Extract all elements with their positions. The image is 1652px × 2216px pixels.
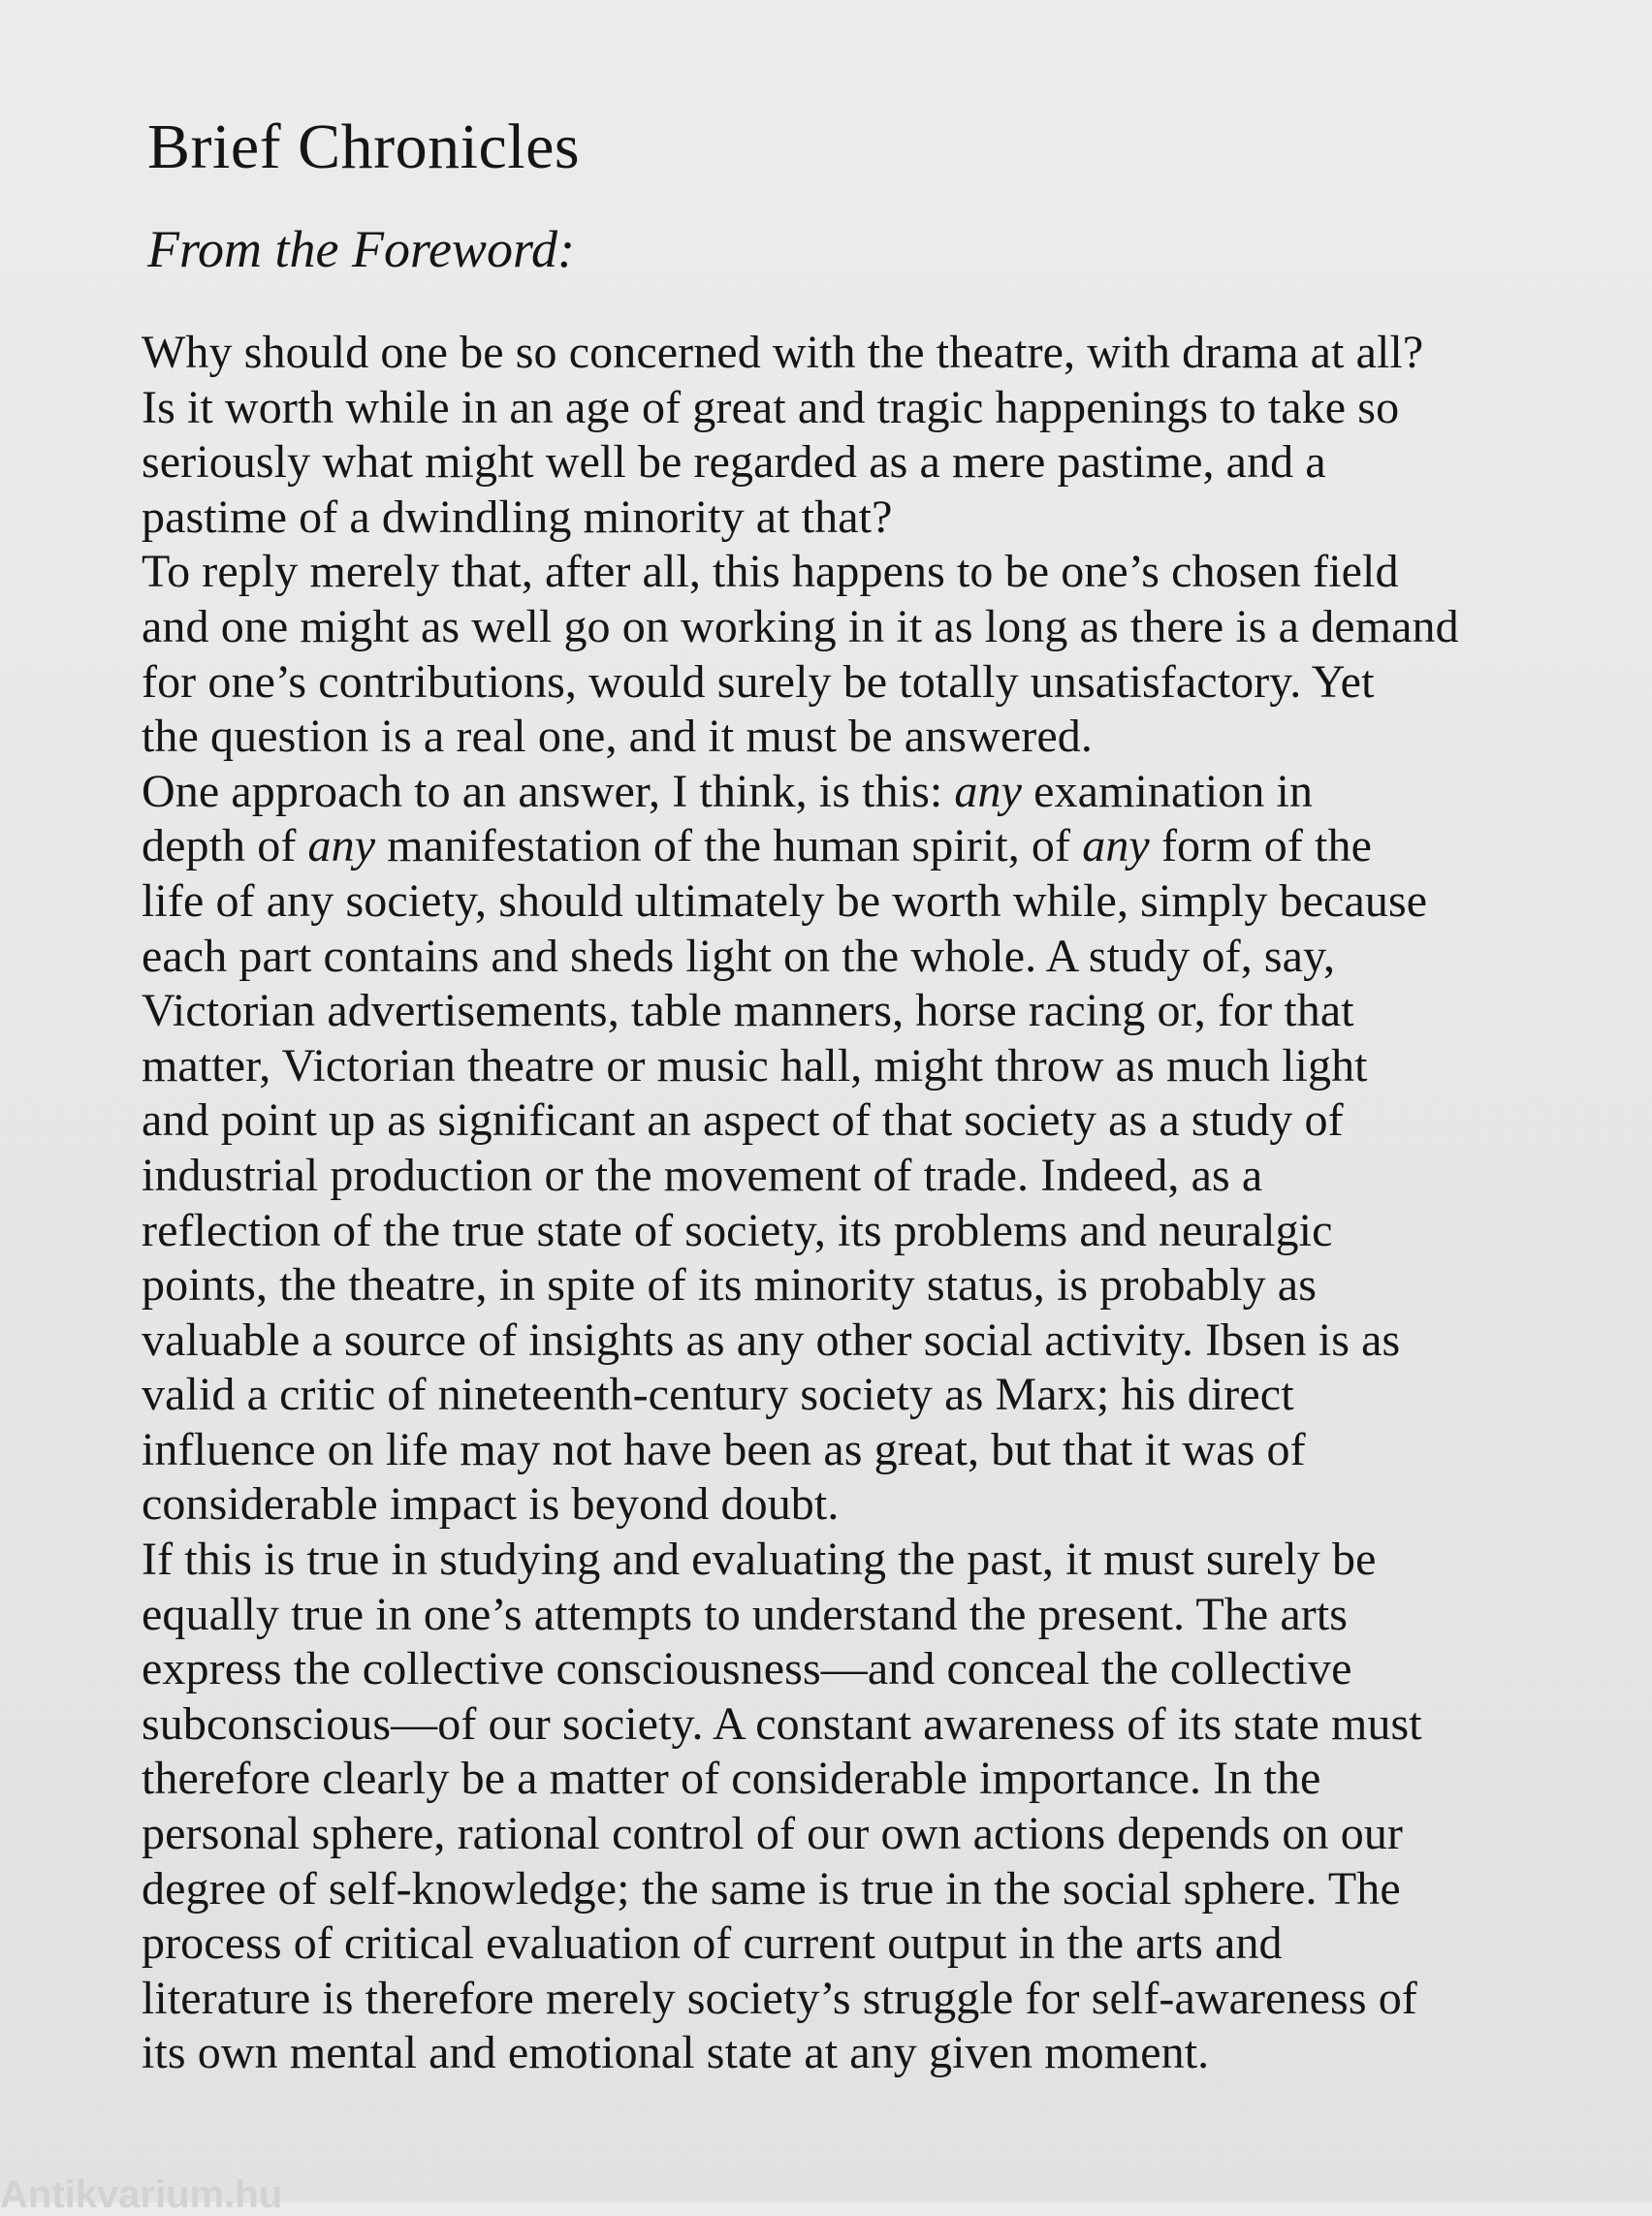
text-segment: form of the [1149, 820, 1372, 872]
text-line [142, 710, 1567, 765]
watermark: Antikvarium.hu [0, 2173, 283, 2216]
text-segment: literature is therefore merely society’s struggle for self-awareness of [142, 1972, 1417, 2024]
text-segment: seriously what might well be regarded as a mere pastime, and a [142, 436, 1326, 489]
text-segment: process of critical evaluation of current output in the arts and [142, 1917, 1283, 1970]
text-segment: valid a critic of nineteenth-century society as Marx; his direct [142, 1369, 1294, 1421]
text-line [142, 1862, 1567, 1917]
text-line [142, 655, 1567, 711]
text-line [142, 435, 1567, 491]
text-segment: and one might as well go on working in it as long as there is a demand [142, 600, 1459, 652]
text-segment: One approach to an answer, I think, is this: [142, 765, 955, 817]
text-segment: therefore clearly be a matter of considerable importance. In the [142, 1753, 1321, 1805]
text-line [142, 1093, 1567, 1149]
text-segment: the question is a real one, and it must be answered. [142, 711, 1093, 763]
emphasis-text: any [954, 765, 1022, 817]
text-line [142, 874, 1567, 930]
text-segment: depth of [142, 820, 308, 872]
text-segment: life of any society, should ultimately be worth while, simply because [142, 874, 1428, 927]
text-segment: examination in [1022, 765, 1314, 817]
text-line [142, 1204, 1567, 1259]
text-line [142, 600, 1567, 655]
text-line [142, 1314, 1567, 1369]
text-line [142, 1368, 1567, 1423]
text-segment: equally true in one’s attempts to understand the present. The arts [142, 1588, 1349, 1640]
text-segment: reflection of the true state of society, its problems and neuralgic [142, 1204, 1333, 1256]
text-line [142, 1752, 1567, 1807]
text-segment: its own mental and emotional state at any given moment. [142, 2027, 1210, 2079]
text-line [142, 984, 1567, 1039]
text-line [142, 1477, 1567, 1533]
emphasis-text: any [307, 820, 376, 872]
text-segment: express the collective consciousness—and conceal the collective [142, 1643, 1352, 1695]
text-segment: matter, Victorian theatre or music hall, might throw as much light [142, 1039, 1368, 1092]
text-segment: for one’s contributions, would surely be totally unsatisfactory. Yet [142, 655, 1375, 708]
text-segment: personal sphere, rational control of our own actions depends on our [142, 1808, 1404, 1860]
text-segment: each part contains and sheds light on the whole. A study of, say, [142, 930, 1336, 982]
text-line [142, 1972, 1567, 2027]
text-line [142, 381, 1567, 436]
text-segment: degree of self-knowledge; the same is true in the social sphere. The [142, 1862, 1401, 1915]
text-line [142, 1642, 1567, 1697]
text-line [142, 1149, 1567, 1204]
text-line [142, 1423, 1567, 1478]
text-segment: pastime of a dwindling minority at that? [142, 491, 893, 543]
page-title: Brief Chronicles [147, 111, 581, 182]
text-segment: and point up as significant an aspect of that society as a study of [142, 1094, 1344, 1147]
text-line [142, 1039, 1567, 1094]
emphasis-text: any [1082, 820, 1150, 872]
text-line [142, 491, 1567, 546]
text-segment: points, the theatre, in spite of its minority status, is probably as [142, 1259, 1317, 1312]
text-line [142, 930, 1567, 985]
text-line [142, 2026, 1567, 2081]
text-line [142, 1533, 1567, 1588]
text-line [142, 1258, 1567, 1314]
text-segment: To reply merely that, after all, this happens to be one’s chosen field [142, 546, 1399, 598]
page-subtitle: From the Foreword: [147, 220, 575, 278]
text-line [142, 1697, 1567, 1753]
text-segment: subconscious—of our society. A constant awareness of its state must [142, 1697, 1422, 1750]
text-segment: industrial production or the movement of trade. Indeed, as a [142, 1149, 1263, 1201]
text-segment: Is it worth while in an age of great and tragic happenings to take so [142, 381, 1400, 433]
text-line [142, 1807, 1567, 1862]
text-segment: manifestation of the human spirit, of [375, 820, 1083, 872]
text-line [142, 1588, 1567, 1643]
text-segment: valuable a source of insights as any other social activity. Ibsen is as [142, 1314, 1401, 1366]
text-line [142, 326, 1567, 381]
text-segment: influence on life may not have been as great, but that it was of [142, 1423, 1306, 1475]
text-line [142, 819, 1567, 874]
text-segment: Victorian advertisements, table manners, horse racing or, for that [142, 985, 1354, 1037]
text-line [142, 765, 1567, 820]
text-line [142, 545, 1567, 600]
foreword-text [142, 326, 1567, 2081]
text-line [142, 1916, 1567, 1972]
text-segment: considerable impact is beyond doubt. [142, 1478, 840, 1531]
text-segment: If this is true in studying and evaluating the past, it must surely be [142, 1534, 1377, 1586]
text-segment: Why should one be so concerned with the theatre, with drama at all? [142, 327, 1424, 378]
